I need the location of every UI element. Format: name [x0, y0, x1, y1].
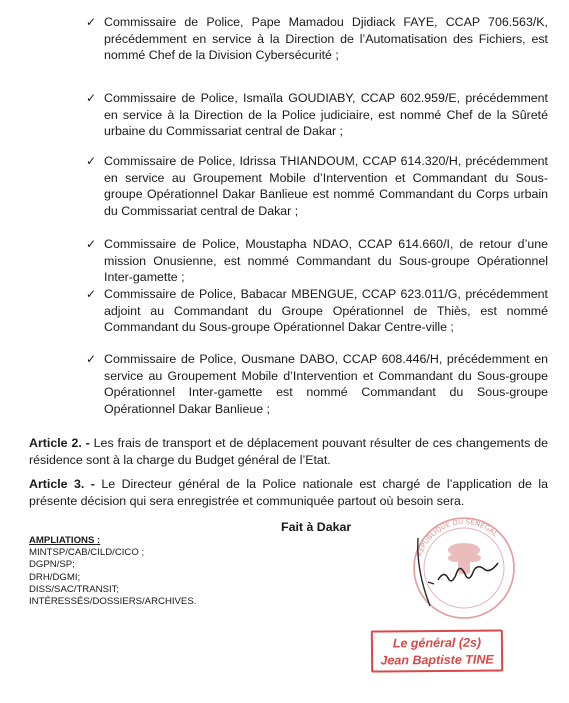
stamp-line-1: Le général (2s)	[392, 635, 482, 651]
checkmark-icon: ✓	[86, 91, 97, 105]
article-3	[29, 476, 548, 509]
list-item	[86, 14, 548, 64]
item-text: Commissaire de Police, Idrissa THIANDOUM, CCAP 614.320/H, précédemment en service au Groupement Mobile d’Intervention et Commandant du Sous-groupe Opérationnel Dakar Banlieue est nommé Commandant du Corps urbain du Commissariat central de Dakar ;	[104, 154, 548, 218]
checkmark-icon: ✓	[86, 154, 97, 168]
place-line: Fait à Dakar	[281, 520, 352, 534]
item-text: Commissaire de Police, Pape Mamadou Djidiack FAYE, CCAP 706.563/K, précédemment en service à la Direction de l’Automatisation des Fichiers, est nommé Chef de la Division Cybersécurité ;	[104, 15, 548, 62]
item-text: Commissaire de Police, Ismaïla GOUDIABY, CCAP 602.959/E, précédemment en service à la Direction de la Police judiciaire, est nommé Chef de la Sûreté urbaine du Commissariat central de Dakar ;	[104, 91, 548, 138]
list-item	[86, 153, 548, 219]
article-text: Le Directeur général de la Police nationale est chargé de l’application de la présente décision qui sera enregistrée et communiquée partout où besoin sera.	[29, 477, 548, 508]
list-item	[86, 90, 548, 140]
checkmark-icon: ✓	[86, 352, 97, 366]
item-text: Commissaire de Police, Babacar MBENGUE, CCAP 623.011/G, précédemment adjoint au Commandant du Groupe Opérationnel de Thiès, est nommé Commandant du Sous-groupe Opérationnel Dakar Centre-ville ;	[104, 287, 548, 334]
checkmark-icon: ✓	[86, 287, 97, 301]
list-item	[86, 351, 548, 417]
article-label: Article 3. -	[29, 477, 95, 491]
list-item	[86, 236, 548, 286]
article-text: Les frais de transport et de déplacement pouvant résulter de ces changements de résidence sont à la charge du Budget général de l’Etat.	[29, 436, 548, 467]
ampliations-block	[29, 535, 196, 608]
official-seal-image	[398, 510, 528, 620]
article-label: Article 2. -	[29, 436, 90, 450]
ampliation-line: INTÉRESSÉS/DOSSIERS/ARCHIVES.	[29, 596, 197, 608]
checkmark-icon: ✓	[86, 237, 97, 251]
stamp-line-2: Jean Baptiste TINE	[380, 652, 494, 668]
item-text: Commissaire de Police, Moustapha NDAO, CCAP 614.660/I, de retour d’une mission Onusienne, est nommé Commandant du Sous-groupe Opérationnel Inter-gamette ;	[104, 237, 548, 284]
ampliation-line: DISS/SAC/TRANSIT;	[29, 583, 120, 595]
article-2	[29, 435, 548, 468]
list-item	[86, 286, 548, 336]
seal-text: RÉPUBLIQUE DU SÉNÉGAL	[415, 517, 500, 558]
ampliations-heading: AMPLIATIONS :	[29, 535, 101, 546]
general-stamp	[371, 629, 503, 672]
ampliation-line: DGPN/SP;	[29, 559, 75, 571]
ampliation-line: MINTSP/CAB/CILD/CICO ;	[29, 547, 145, 559]
checkmark-icon: ✓	[86, 15, 97, 29]
item-text: Commissaire de Police, Ousmane DABO, CCAP 608.446/H, précédemment en service au Groupement Mobile d’Intervention et Commandant du Sous-groupe Opérationnel Inter-gamette est nommé Commandant du Sous-groupe Opérationnel Dakar Banlieue ;	[104, 352, 548, 416]
ampliation-line: DRH/DGMI;	[29, 571, 81, 583]
